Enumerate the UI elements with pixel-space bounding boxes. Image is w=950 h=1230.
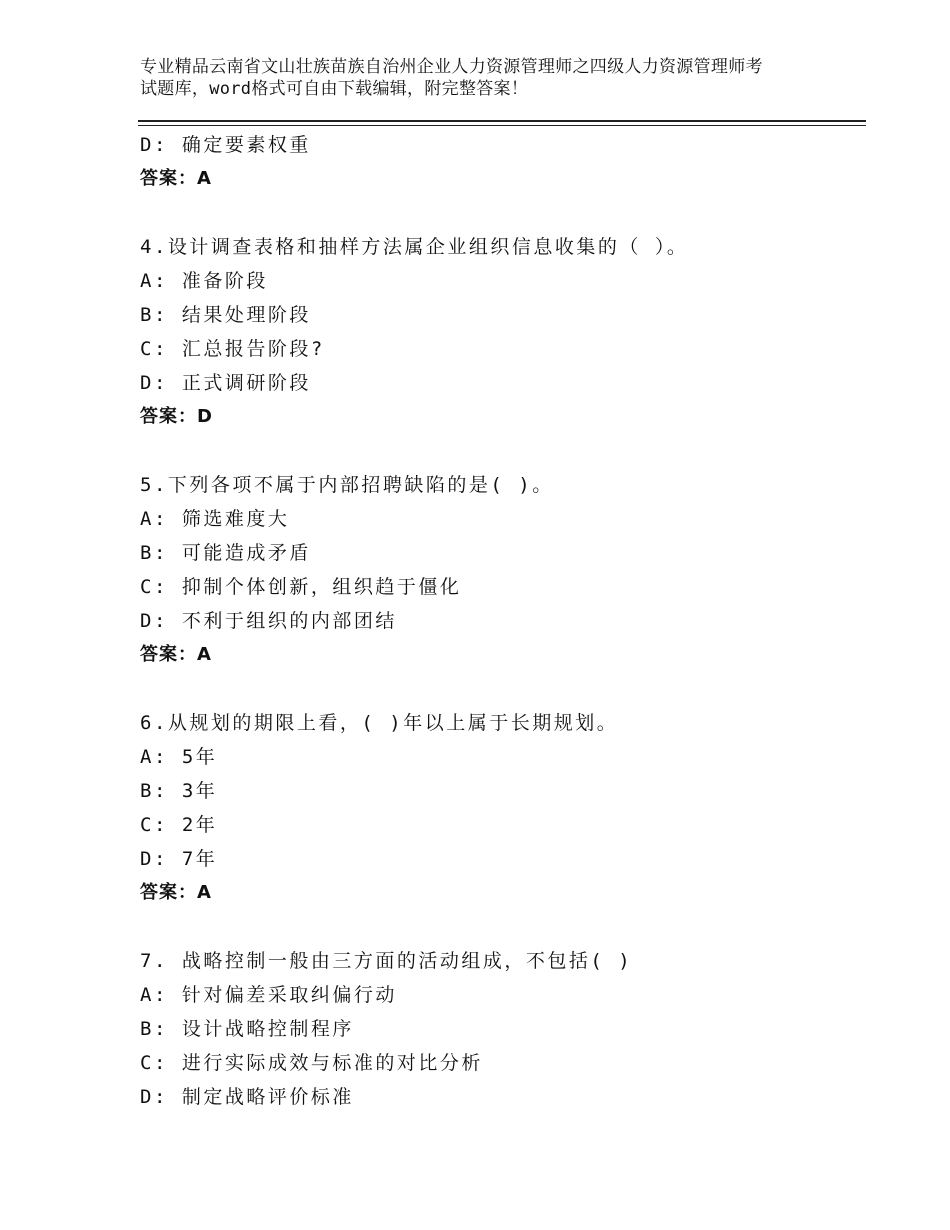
- option-b: B: 3年: [140, 780, 218, 802]
- question-stem: 6.从规划的期限上看，( )年以上属于长期规划。: [140, 712, 619, 734]
- question-5: [140, 468, 860, 672]
- answer-line: 答案：A: [140, 882, 212, 903]
- question-6: [140, 706, 860, 910]
- question-7: [140, 944, 860, 1114]
- option-b: B: 设计战略控制程序: [140, 1018, 354, 1040]
- option-c: C: 汇总报告阶段?: [140, 338, 325, 360]
- option-d: D: 确定要素权重: [140, 134, 311, 156]
- header-rule-thin: [138, 125, 866, 126]
- option-d: D: 不利于组织的内部团结: [140, 610, 397, 632]
- previous-question-tail: [140, 128, 860, 196]
- header-line-2: 试题库，word格式可自由下载编辑，附完整答案！: [140, 79, 529, 99]
- question-stem: 7. 战略控制一般由三方面的活动组成，不包括( ): [140, 950, 633, 972]
- question-4: [140, 230, 860, 434]
- option-c: C: 2年: [140, 814, 218, 836]
- page-header: [140, 56, 830, 100]
- answer-line: 答案：D: [140, 406, 213, 427]
- question-stem: 4.设计调查表格和抽样方法属企业组织信息收集的（ ）。: [140, 236, 689, 258]
- spacer: [140, 672, 860, 706]
- option-a: A: 5年: [140, 746, 218, 768]
- option-c: C: 进行实际成效与标准的对比分析: [140, 1052, 483, 1074]
- option-b: B: 结果处理阶段: [140, 304, 311, 326]
- spacer: [140, 910, 860, 944]
- spacer: [140, 434, 860, 468]
- option-d: D: 正式调研阶段: [140, 372, 311, 394]
- option-a: A: 准备阶段: [140, 270, 268, 292]
- document-body: [140, 128, 860, 1114]
- option-d: D: 7年: [140, 848, 218, 870]
- option-b: B: 可能造成矛盾: [140, 542, 311, 564]
- spacer: [140, 196, 860, 230]
- option-d: D: 制定战略评价标准: [140, 1086, 354, 1108]
- question-stem: 5.下列各项不属于内部招聘缺陷的是( )。: [140, 474, 554, 496]
- option-c: C: 抑制个体创新，组织趋于僵化: [140, 576, 462, 598]
- option-a: A: 针对偏差采取纠偏行动: [140, 984, 397, 1006]
- answer-line: 答案：A: [140, 168, 212, 189]
- header-line-1: 专业精品云南省文山壮族苗族自治州企业人力资源管理师之四级人力资源管理师考: [140, 57, 763, 77]
- answer-line: 答案：A: [140, 644, 212, 665]
- header-rule-thick: [138, 120, 866, 122]
- option-a: A: 筛选难度大: [140, 508, 290, 530]
